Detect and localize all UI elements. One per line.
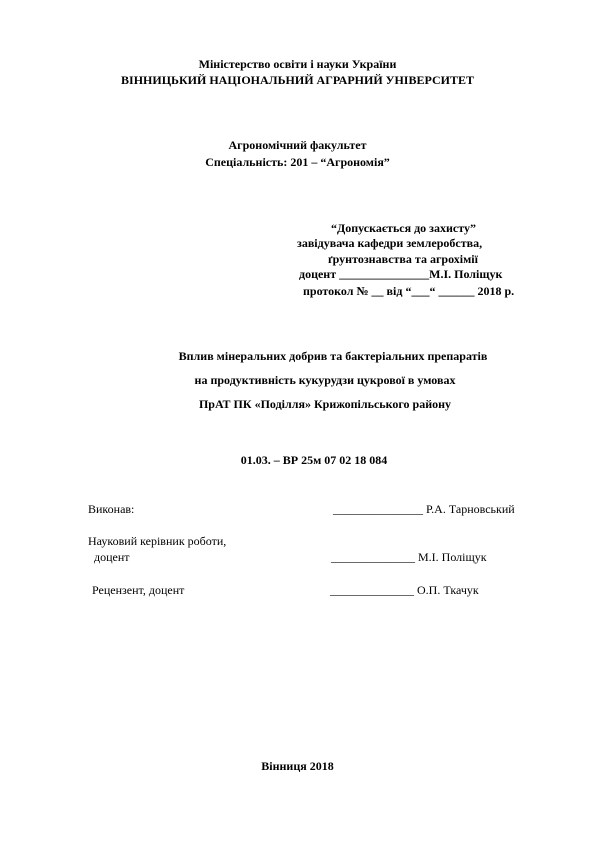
approval-line-1: “Допускається до захисту”: [331, 221, 476, 235]
specialty-line: Спеціальність: 201 – “Агрономія”: [205, 155, 390, 169]
title-line-3: ПрАТ ПК «Поділля» Крижопільського району: [198, 397, 452, 411]
supervisor-signature: ______________ М.І. Поліщук: [331, 550, 487, 564]
approval-line-5: протокол № __ від “___“ ______ 2018 р.: [303, 284, 515, 298]
ministry-heading: Міністерство освіти і науки України: [198, 57, 397, 71]
supervisor-role: доцент: [94, 550, 130, 564]
supervisor-label: Науковий керівник роботи,: [88, 534, 227, 548]
author-label: Виконав:: [88, 502, 135, 516]
approval-line-2: завідувача кафедри землеробства,: [297, 236, 483, 250]
reviewer-label: Рецензент, доцент: [92, 583, 185, 597]
university-heading: ВІННИЦЬКИЙ НАЦІОНАЛЬНИЙ АГРАРНИЙ УНІВЕРСИТЕТ: [121, 73, 474, 87]
approval-line-3: ґрунтознавства та агрохімії: [328, 252, 478, 266]
work-code: 01.03. – ВР 25м 07 02 18 084: [240, 453, 388, 467]
city-year-footer: Вінниця 2018: [261, 759, 334, 773]
approval-line-4: доцент _______________М.І. Поліщук: [299, 267, 503, 281]
faculty-name: Агрономічний факультет: [228, 138, 367, 152]
reviewer-signature: ______________ О.П. Ткачук: [330, 583, 479, 597]
title-line-2: на продуктивність кукурудзи цукрової в умовах: [194, 373, 456, 387]
title-line-1: Вплив мінеральних добрив та бактеріальних препаратів: [178, 349, 488, 363]
author-signature: _______________ Р.А. Тарновський: [333, 502, 515, 516]
